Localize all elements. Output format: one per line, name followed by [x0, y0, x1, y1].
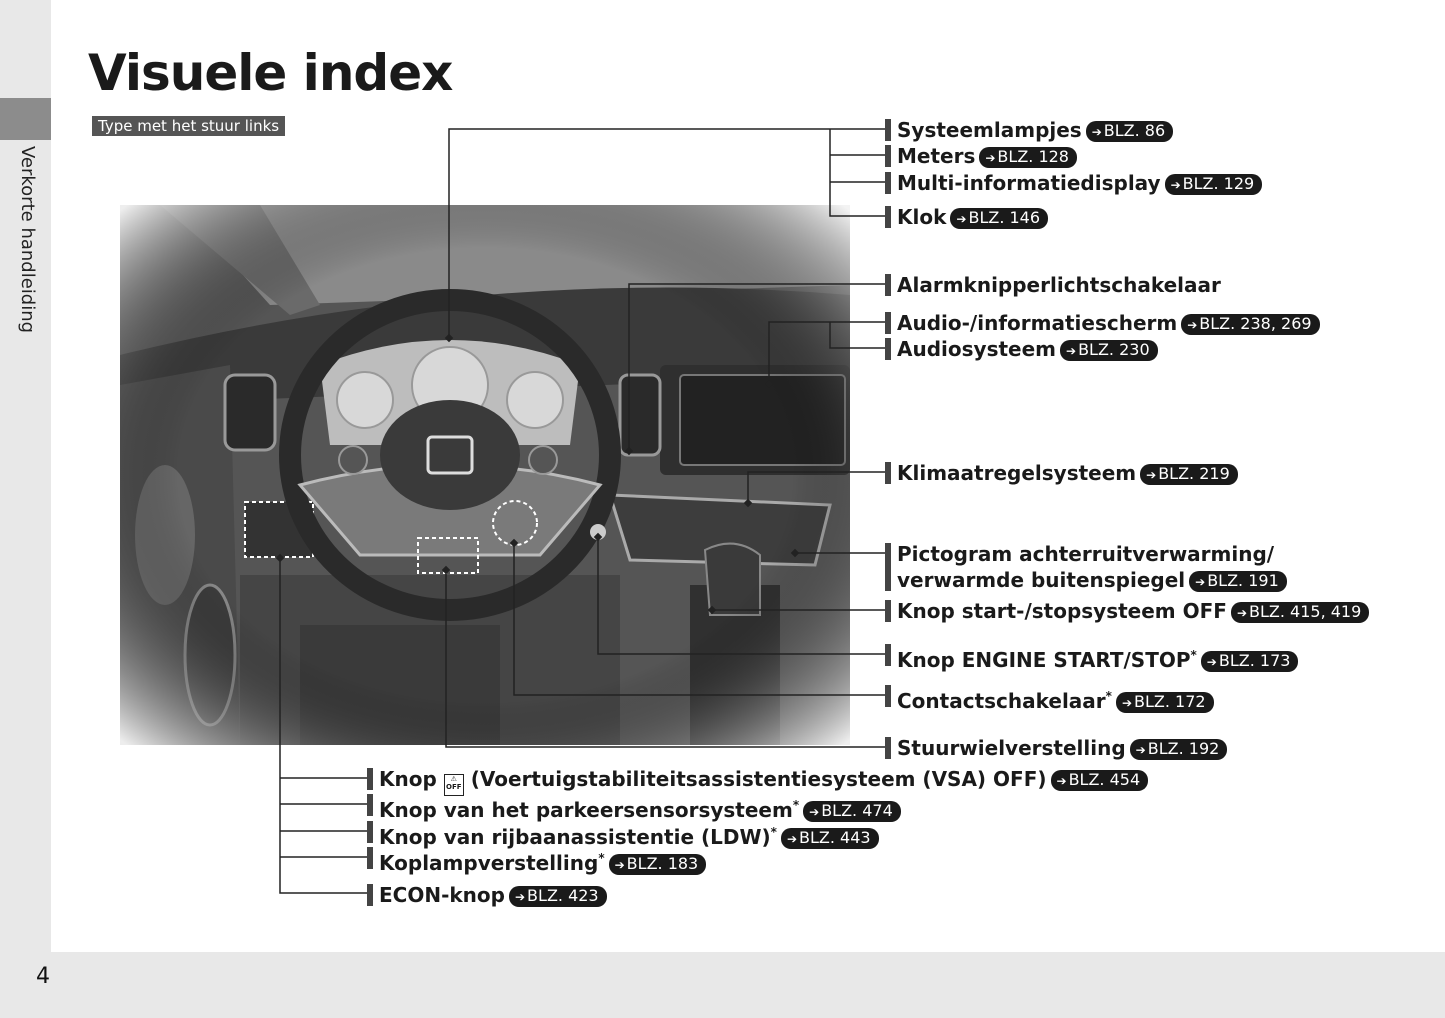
arrow-right-icon: ➔ [514, 890, 526, 904]
arrow-right-icon: ➔ [1066, 344, 1077, 358]
arrow-right-icon: ➔ [1135, 743, 1146, 757]
section-tab [0, 98, 51, 140]
callout-meters: Meters ➔ BLZ. 128 [885, 143, 1077, 169]
arrow-right-icon: ➔ [1121, 696, 1133, 710]
arrow-right-icon: ➔ [1195, 575, 1206, 589]
page-ref[interactable]: ➔ BLZ. 230 [1060, 340, 1158, 361]
page-ref[interactable]: ➔ BLZ. 191 [1189, 571, 1287, 592]
page-ref[interactable]: ➔ BLZ. 415, 419 [1231, 602, 1369, 623]
arrow-right-icon: ➔ [1146, 468, 1157, 482]
page-ref[interactable]: ➔ BLZ. 129 [1165, 174, 1263, 195]
page-ref[interactable]: ➔ BLZ. 474 [803, 801, 901, 822]
page-ref[interactable]: ➔ BLZ. 128 [979, 147, 1077, 168]
callout-klok: Klok ➔ BLZ. 146 [885, 204, 1048, 230]
arrow-right-icon: ➔ [614, 858, 625, 872]
callout-parkeersensor: Knop van het parkeersensorsysteem* ➔ BLZ. 474 [367, 792, 901, 823]
callout-koplampverstelling: Koplampverstelling* ➔ BLZ. 183 [367, 845, 706, 876]
page-number: 4 [36, 964, 50, 989]
callout-engine-start-stop: Knop ENGINE START/STOP* ➔ BLZ. 173 [885, 642, 1298, 673]
page-ref[interactable]: ➔ BLZ. 183 [609, 854, 707, 875]
arrow-right-icon: ➔ [1236, 606, 1247, 620]
callout-klimaatregelsysteem: Klimaatregelsysteem ➔ BLZ. 219 [885, 460, 1238, 486]
page-title: Visuele index [88, 44, 453, 102]
page-ref[interactable]: ➔ BLZ. 423 [509, 886, 607, 907]
page-ref[interactable]: ➔ BLZ. 192 [1130, 739, 1228, 760]
arrow-right-icon: ➔ [1187, 318, 1198, 332]
page-subtitle: Type met het stuur links [92, 116, 285, 136]
callout-achterruitverwarming: Pictogram achterruitverwarming/ verwarmde buitenspiegel ➔ BLZ. 191 [885, 541, 1287, 593]
callout-systeemlampjes: Systeemlampjes ➔ BLZ. 86 [885, 117, 1173, 143]
section-label: Verkorte handleiding [17, 146, 38, 334]
arrow-right-icon: ➔ [985, 151, 996, 165]
arrow-right-icon: ➔ [1056, 774, 1067, 788]
page-ref[interactable]: ➔ BLZ. 86 [1086, 121, 1173, 142]
footer-strip [0, 952, 1445, 1018]
callout-multi-informatiedisplay: Multi-informatiedisplay ➔ BLZ. 129 [885, 170, 1262, 196]
arrow-right-icon: ➔ [1206, 655, 1217, 669]
page-ref[interactable]: ➔ BLZ. 238, 269 [1181, 314, 1319, 335]
page-ref[interactable]: ➔ BLZ. 219 [1140, 464, 1238, 485]
arrow-right-icon: ➔ [786, 832, 798, 846]
vsa-off-icon: ⚠ OFF [444, 774, 464, 796]
arrow-right-icon: ➔ [1091, 125, 1102, 139]
callout-start-stop-off: Knop start-/stopsysteem OFF ➔ BLZ. 415, 419 [885, 598, 1369, 624]
callout-rijbaanassistentie: Knop van rijbaanassistentie (LDW)* ➔ BLZ. 443 [367, 819, 879, 850]
callout-econ-knop: ECON-knop ➔ BLZ. 423 [367, 882, 607, 908]
page-ref[interactable]: ➔ BLZ. 172 [1116, 692, 1214, 713]
dashboard-illustration [120, 205, 850, 745]
callout-contactschakelaar: Contactschakelaar* ➔ BLZ. 172 [885, 683, 1214, 714]
arrow-right-icon: ➔ [1170, 178, 1181, 192]
callout-alarmknipperlicht: Alarmknipperlichtschakelaar [885, 272, 1221, 298]
page-ref[interactable]: ➔ BLZ. 443 [781, 828, 879, 849]
page-ref[interactable]: ➔ BLZ. 454 [1051, 770, 1149, 791]
callout-audiosysteem: Audiosysteem ➔ BLZ. 230 [885, 336, 1158, 362]
arrow-right-icon: ➔ [809, 805, 820, 819]
callout-audio-informatiescherm: Audio-/informatiescherm ➔ BLZ. 238, 269 [885, 310, 1320, 336]
callout-stuurwielverstelling: Stuurwielverstelling ➔ BLZ. 192 [885, 735, 1227, 761]
callout-vsa-off: Knop ⚠ OFF (Voertuigstabiliteitsassistentiesysteem (VSA) OFF) ➔ BLZ. 454 [367, 766, 1148, 796]
page-ref[interactable]: ➔ BLZ. 173 [1201, 651, 1299, 672]
arrow-right-icon: ➔ [956, 212, 967, 226]
page-ref[interactable]: ➔ BLZ. 146 [950, 208, 1048, 229]
